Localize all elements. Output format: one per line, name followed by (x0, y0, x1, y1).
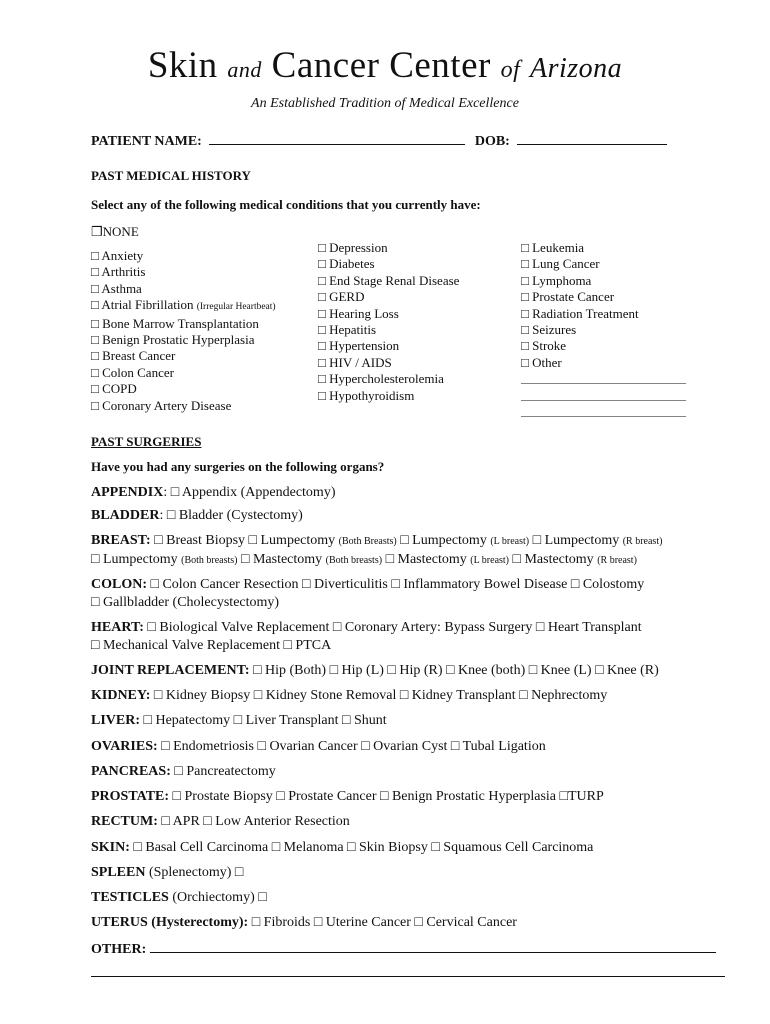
conditions-col2 (318, 240, 459, 404)
option-note: (L breast) (470, 555, 510, 566)
conditions-col3 (521, 240, 686, 420)
surgery-options: □ Mechanical Valve Replacement □ PTCA (91, 638, 332, 653)
surgery-options: □ Pancreatectomy (170, 764, 276, 779)
option: □ Mastectomy (237, 552, 326, 567)
condition-label: □ Atrial Fibrillation (91, 297, 194, 313)
option: □ Breast Biopsy □ Lumpectomy (150, 533, 339, 548)
category-label: SPLEEN (91, 865, 146, 880)
condition-item[interactable]: □ Depression (318, 240, 388, 255)
dob-field[interactable] (517, 132, 667, 145)
category-label: JOINT REPLACEMENT: (91, 663, 250, 678)
history-instruction: Select any of the following medical conditions that you currently have: (91, 197, 481, 212)
surgery-row-other[interactable] (91, 940, 731, 959)
condition-item[interactable]: □ Lymphoma (521, 272, 592, 288)
other-line[interactable]: ______________________________ (521, 389, 686, 402)
condition-item[interactable]: □ Asthma (91, 280, 142, 296)
surgery-options: □ Prostate Biopsy □ Prostate Cancer □ Benign Prostatic Hyperplasia □TURP (169, 789, 604, 804)
surgery-options: : □ Appendix (Appendectomy) (163, 485, 336, 500)
condition-item[interactable]: □ Bone Marrow Transplantation (91, 315, 259, 331)
option: □ Mastectomy (382, 552, 471, 567)
surgery-row-bladder[interactable] (91, 507, 731, 525)
category-label: KIDNEY: (91, 688, 151, 703)
condition-item[interactable]: □ Coronary Artery Disease (91, 397, 232, 413)
other-line[interactable]: ______________________________ (521, 373, 686, 386)
option-note: (Both breasts) (325, 555, 383, 566)
dob-label: DOB: (474, 134, 510, 149)
option: □ Mastectomy (509, 552, 598, 567)
surgery-row-rectum[interactable] (91, 813, 731, 831)
category-label: COLON: (91, 577, 147, 592)
condition-item[interactable]: □ Hypothyroidism (318, 387, 415, 403)
condition-item[interactable]: □ Hypercholesterolemia (318, 371, 444, 387)
surgery-row-heart[interactable] (91, 619, 731, 655)
category-label: BREAST: (91, 533, 151, 548)
surgery-row-spleen[interactable] (91, 864, 731, 882)
category-label: TESTICLES (91, 890, 169, 905)
none-checkbox[interactable]: ❒NONE (91, 224, 139, 239)
condition-item[interactable]: □ Hepatitis (318, 322, 377, 338)
condition-item[interactable]: □ End Stage Renal Disease (318, 272, 460, 288)
category-label: HEART: (91, 620, 144, 635)
option: □ Lumpectomy (91, 552, 182, 567)
clinic-logo (0, 46, 770, 90)
option-note: (R breast) (597, 555, 637, 566)
other-surgery-field[interactable] (150, 940, 716, 953)
surgery-options: □ Biological Valve Replacement □ Coronary Artery: Bypass Surgery □ Heart Transplant (143, 620, 642, 635)
condition-item[interactable]: □ Lung Cancer (521, 256, 600, 272)
condition-item[interactable]: □ Hypertension (318, 338, 400, 354)
surgery-options: □ Endometriosis □ Ovarian Cancer □ Ovarian Cyst □ Tubal Ligation (157, 739, 546, 754)
surgery-row-ovaries[interactable] (91, 738, 731, 756)
category-label: LIVER: (91, 713, 141, 728)
surgery-row-testicles[interactable] (91, 889, 731, 907)
surgery-options: (Splenectomy) □ (145, 865, 244, 880)
condition-item[interactable]: □ Diabetes (318, 256, 375, 272)
afib-note: (Irregular Heartbeat) (196, 302, 276, 313)
patient-name-label: PATIENT NAME: (91, 134, 202, 149)
category-label: UTERUS (Hysterectomy): (91, 915, 249, 930)
patient-name-field[interactable] (209, 132, 465, 145)
option-note: (Both Breasts) (338, 536, 397, 547)
condition-item[interactable]: □ Seizures (521, 322, 577, 338)
option-note: (L breast) (490, 536, 530, 547)
category-label: SKIN: (91, 840, 130, 855)
surgery-options: □ Colon Cancer Resection □ Diverticulitis □ Inflammatory Bowel Disease □ Colostomy (147, 577, 645, 592)
category-label: OTHER: (91, 942, 147, 957)
logo-part2: Cancer Center (271, 45, 491, 86)
history-title: PAST MEDICAL HISTORY (91, 168, 251, 183)
condition-item[interactable]: □ Anxiety (91, 248, 144, 263)
surgery-row-colon[interactable] (91, 576, 731, 612)
surgery-row-pancreas[interactable] (91, 763, 731, 781)
option: □ Lumpectomy (396, 533, 491, 548)
surgery-row-liver[interactable] (91, 712, 731, 730)
condition-item[interactable]: □ Benign Prostatic Hyperplasia (91, 332, 255, 348)
category-label: OVARIES: (91, 739, 158, 754)
surgeries-title: PAST SURGERIES (91, 434, 202, 449)
logo-and: and (227, 57, 262, 82)
condition-item[interactable]: □ Arthritis (91, 264, 146, 280)
surgery-row-appendix[interactable] (91, 484, 731, 502)
condition-item[interactable]: □ Radiation Treatment (521, 305, 639, 321)
surgery-options: (Orchiectomy) □ (168, 890, 267, 905)
surgery-options: □ Hip (Both) □ Hip (L) □ Hip (R) □ Knee (both) □ Knee (L) □ Knee (R) (249, 663, 659, 678)
surgery-options: □ Fibroids □ Uterine Cancer □ Cervical Cancer (248, 915, 517, 930)
surgery-options: □ APR □ Low Anterior Resection (157, 814, 350, 829)
category-label: RECTUM: (91, 814, 158, 829)
logo-part1: Skin (147, 45, 218, 86)
surgery-row-joint[interactable] (91, 662, 731, 680)
surgery-options: □ Basal Cell Carcinoma □ Melanoma □ Skin Biopsy □ Squamous Cell Carcinoma (129, 840, 594, 855)
condition-item[interactable]: □ Colon Cancer (91, 364, 174, 380)
condition-item[interactable]: □ GERD (318, 289, 365, 305)
surgery-row-skin[interactable] (91, 839, 731, 857)
condition-item[interactable]: □ Stroke (521, 338, 567, 354)
logo-part3: Arizona (530, 53, 623, 84)
option-note: (R breast) (622, 536, 663, 547)
condition-item[interactable]: □ Leukemia (521, 240, 585, 255)
condition-item[interactable]: □ Breast Cancer (91, 348, 176, 364)
category-label: BLADDER (91, 508, 160, 523)
surgery-options: □ Kidney Biopsy □ Kidney Stone Removal □ Kidney Transplant □ Nephrectomy (150, 688, 608, 703)
surgery-options: □ Gallbladder (Cholecystectomy) (91, 595, 280, 610)
option: □ Lumpectomy (529, 533, 623, 548)
conditions-col1 (91, 248, 276, 414)
surgeries-question: Have you had any surgeries on the following organs? (91, 459, 385, 474)
condition-item[interactable]: □ Other (521, 354, 562, 370)
surgery-row-uterus[interactable] (91, 914, 731, 932)
surgery-row-kidney[interactable] (91, 687, 731, 705)
surgery-row-prostate[interactable] (91, 788, 731, 806)
surgery-options: : □ Bladder (Cystectomy) (159, 508, 303, 523)
surgery-options: □ Hepatectomy □ Liver Transplant □ Shunt (140, 713, 387, 728)
tagline: An Established Tradition of Medical Excellence (251, 96, 519, 111)
category-label: PROSTATE: (91, 789, 170, 804)
logo-of: of (500, 57, 521, 83)
patient-row (91, 132, 667, 150)
option-note: (Both breasts) (181, 555, 238, 566)
category-label: PANCREAS: (91, 764, 171, 779)
condition-item[interactable]: □ HIV / AIDS (318, 354, 392, 370)
condition-item[interactable]: □ Hearing Loss (318, 305, 399, 321)
category-label: APPENDIX (91, 485, 164, 500)
condition-item-afib[interactable] (91, 297, 276, 315)
condition-item[interactable]: □ Prostate Cancer (521, 289, 615, 305)
condition-item[interactable]: □ COPD (91, 381, 137, 397)
other-surgery-line2[interactable] (91, 976, 725, 977)
other-line[interactable]: ______________________________ (521, 406, 686, 419)
surgery-row-breast[interactable] (91, 532, 731, 570)
